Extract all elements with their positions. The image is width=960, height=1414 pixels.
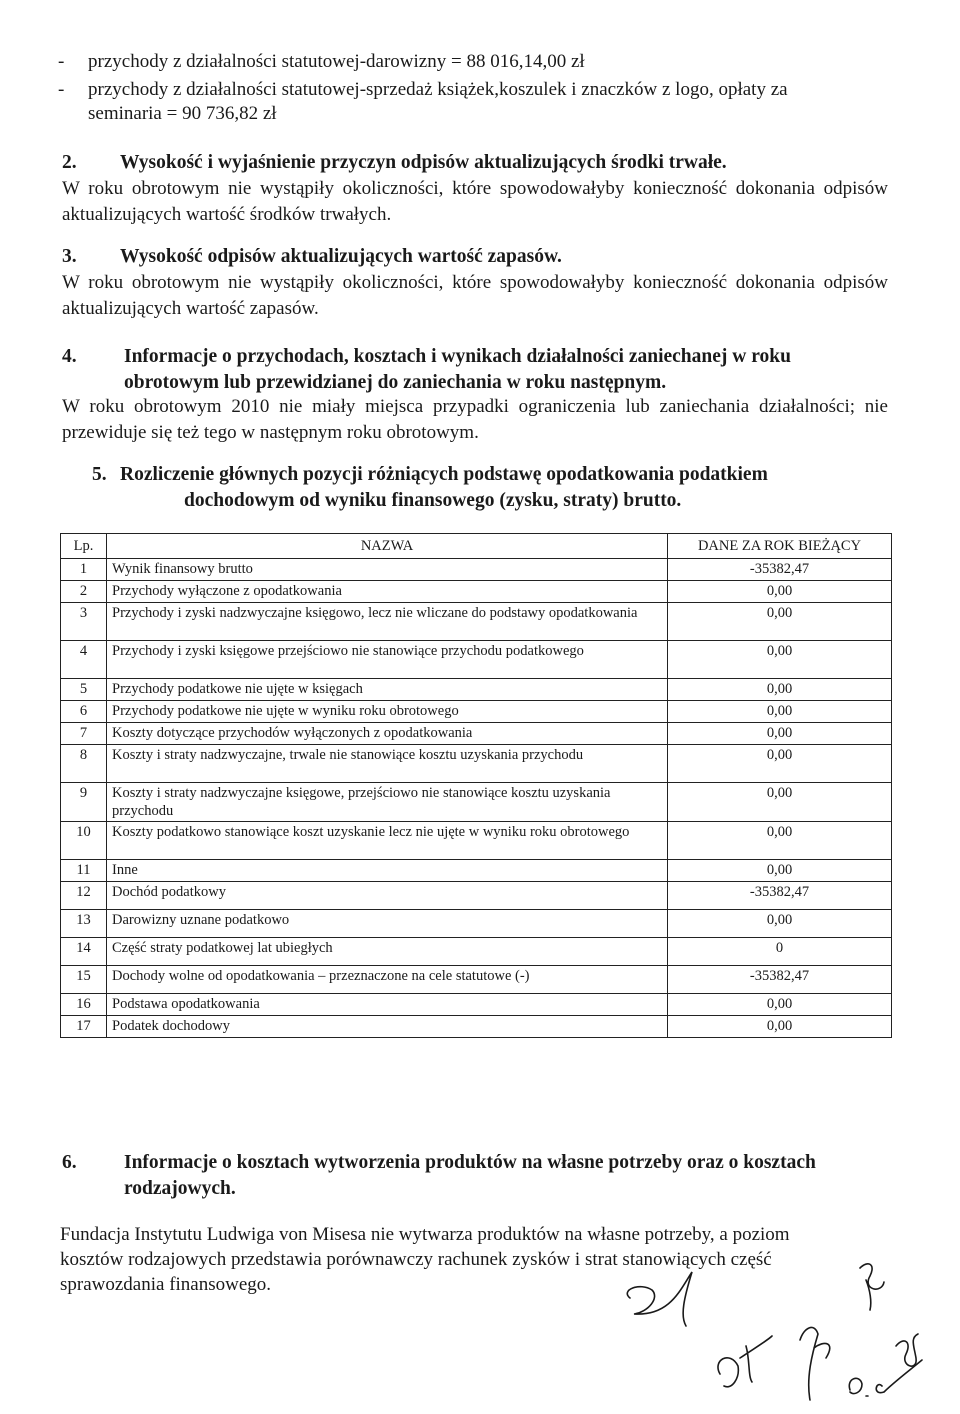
row-name: Podstawa opodatkowania bbox=[107, 994, 668, 1016]
table-row bbox=[61, 701, 892, 723]
section-title-line: dochodowym od wyniku finansowego (zysku, straty) brutto. bbox=[184, 490, 682, 511]
row-name: Przychody podatkowe nie ujęte w księgach bbox=[107, 679, 668, 701]
row-number: 10 bbox=[61, 822, 107, 860]
row-number: 6 bbox=[61, 701, 107, 723]
table-row bbox=[61, 882, 892, 910]
row-value: 0,00 bbox=[668, 822, 892, 860]
row-name: Koszty i straty nadzwyczajne, trwale nie stanowiące kosztu uzyskania przychodu bbox=[107, 745, 668, 783]
list-dash: - bbox=[58, 51, 65, 72]
row-name: Koszty i straty nadzwyczajne księgowe, przejściowo nie stanowiące kosztu uzyskania przychodu bbox=[107, 783, 668, 822]
row-name: Darowizny uznane podatkowo bbox=[107, 910, 668, 938]
signature-stroke bbox=[718, 1336, 772, 1387]
row-name: Inne bbox=[107, 860, 668, 882]
row-name: Wynik finansowy brutto bbox=[107, 559, 668, 581]
header-name: NAZWA bbox=[107, 534, 668, 559]
row-number: 13 bbox=[61, 910, 107, 938]
row-name: Przychody i zyski księgowe przejściowo nie stanowiące przychodu podatkowego bbox=[107, 641, 668, 679]
header-value: DANE ZA ROK BIEŻĄCY bbox=[668, 534, 892, 559]
row-value: 0,00 bbox=[668, 603, 892, 641]
handwritten-signatures bbox=[600, 1250, 930, 1410]
signature-stroke bbox=[896, 1334, 918, 1366]
table-row bbox=[61, 641, 892, 679]
row-value: -35382,47 bbox=[668, 882, 892, 910]
row-number: 14 bbox=[61, 938, 107, 966]
table-row bbox=[61, 783, 892, 822]
table-row bbox=[61, 910, 892, 938]
table-row bbox=[61, 822, 892, 860]
section-title-line: Informacje o kosztach wytworzenia produktów na własne potrzeby oraz o kosztach bbox=[124, 1152, 816, 1173]
row-value: 0,00 bbox=[668, 910, 892, 938]
income-line: seminaria = 90 736,82 zł bbox=[88, 103, 277, 124]
section-3-text: W roku obrotowym nie wystąpiły okoliczności, które spowodowałyby konieczność dokonania odpisów aktualizujących wartość zapasów. bbox=[62, 272, 888, 319]
row-number: 17 bbox=[61, 1016, 107, 1038]
row-number: 12 bbox=[61, 882, 107, 910]
row-value: 0,00 bbox=[668, 994, 892, 1016]
row-number: 9 bbox=[61, 783, 107, 822]
table-header-row bbox=[61, 534, 892, 559]
section-4-text: W roku obrotowym 2010 nie miały miejsca przypadki ograniczenia lub zaniechania działalności; nie przewiduje się też tego w następnym roku obrotowym. bbox=[62, 396, 888, 443]
section-title-line: rodzajowych. bbox=[124, 1178, 236, 1199]
signature-stroke bbox=[627, 1272, 692, 1326]
income-line: przychody z działalności statutowej-darowizny = 88 016,14,00 zł bbox=[88, 51, 585, 72]
row-name: Koszty dotyczące przychodów wyłączonych z opodatkowania bbox=[107, 723, 668, 745]
section-number: 5. bbox=[92, 464, 107, 485]
row-value: 0,00 bbox=[668, 723, 892, 745]
section-number: 2. bbox=[62, 152, 77, 173]
row-name: Koszty podatkowo stanowiące koszt uzyskanie lecz nie ujęte w wyniku roku obrotowego bbox=[107, 822, 668, 860]
row-number: 2 bbox=[61, 581, 107, 603]
section-number: 6. bbox=[62, 1152, 77, 1173]
row-number: 1 bbox=[61, 559, 107, 581]
tax-reconciliation-table bbox=[60, 533, 892, 1038]
row-name: Przychody i zyski nadzwyczajne księgowo, lecz nie wliczane do podstawy opodatkowania bbox=[107, 603, 668, 641]
row-number: 16 bbox=[61, 994, 107, 1016]
table-row bbox=[61, 603, 892, 641]
signature-stroke bbox=[800, 1327, 830, 1400]
row-value: 0,00 bbox=[668, 641, 892, 679]
income-line: przychody z działalności statutowej-sprzedaż książek,koszulek i znaczków z logo, opłaty za bbox=[88, 79, 788, 100]
table-row bbox=[61, 1016, 892, 1038]
row-value: 0,00 bbox=[668, 745, 892, 783]
table-row bbox=[61, 860, 892, 882]
row-name: Przychody podatkowe nie ujęte w wyniku roku obrotowego bbox=[107, 701, 668, 723]
table-row bbox=[61, 745, 892, 783]
row-number: 7 bbox=[61, 723, 107, 745]
row-name: Dochód podatkowy bbox=[107, 882, 668, 910]
table-row bbox=[61, 994, 892, 1016]
row-value: -35382,47 bbox=[668, 559, 892, 581]
section-title-line: Rozliczenie głównych pozycji różniących podstawę opodatkowania podatkiem bbox=[120, 464, 768, 485]
closing-paragraph: Fundacja Instytutu Ludwiga von Misesa nie wytwarza produktów na własne potrzeby, a poziom kosztów rodzajowych przedstawia porównawczy rachunek zysków i strat stanowiących część sprawozdania finansowego. bbox=[60, 1224, 790, 1295]
table-row bbox=[61, 581, 892, 603]
row-value: 0,00 bbox=[668, 701, 892, 723]
row-number: 3 bbox=[61, 603, 107, 641]
row-number: 5 bbox=[61, 679, 107, 701]
list-dash: - bbox=[58, 79, 65, 100]
row-number: 15 bbox=[61, 966, 107, 994]
section-title: Wysokość odpisów aktualizujących wartość zapasów. bbox=[120, 246, 562, 267]
section-number: 3. bbox=[62, 246, 77, 267]
table-row bbox=[61, 559, 892, 581]
row-name: Podatek dochodowy bbox=[107, 1016, 668, 1038]
section-title-line: obrotowym lub przewidzianej do zaniechania w roku następnym. bbox=[124, 372, 667, 393]
section-title: Wysokość i wyjaśnienie przyczyn odpisów aktualizujących środki trwałe. bbox=[120, 152, 727, 173]
row-value: 0,00 bbox=[668, 1016, 892, 1038]
row-name: Część straty podatkowej lat ubiegłych bbox=[107, 938, 668, 966]
section-number: 4. bbox=[62, 346, 77, 367]
row-value: 0,00 bbox=[668, 581, 892, 603]
row-number: 4 bbox=[61, 641, 107, 679]
row-value: -35382,47 bbox=[668, 966, 892, 994]
section-2-text: W roku obrotowym nie wystąpiły okoliczności, które spowodowałyby konieczność dokonania odpisów aktualizujących wartość środków trwałych. bbox=[62, 178, 888, 225]
header-lp: Lp. bbox=[61, 534, 107, 559]
table-row bbox=[61, 938, 892, 966]
section-title-line: Informacje o przychodach, kosztach i wynikach działalności zaniechanej w roku bbox=[124, 346, 791, 367]
signature-stroke bbox=[860, 1264, 884, 1310]
row-value: 0,00 bbox=[668, 860, 892, 882]
row-name: Przychody wyłączone z opodatkowania bbox=[107, 581, 668, 603]
row-name: Dochody wolne od opodatkowania – przeznaczone na cele statutowe (-) bbox=[107, 966, 668, 994]
row-value: 0,00 bbox=[668, 783, 892, 822]
table-row bbox=[61, 723, 892, 745]
table-row bbox=[61, 679, 892, 701]
row-number: 8 bbox=[61, 745, 107, 783]
row-value: 0,00 bbox=[668, 679, 892, 701]
row-value: 0 bbox=[668, 938, 892, 966]
table-row bbox=[61, 966, 892, 994]
row-number: 11 bbox=[61, 860, 107, 882]
